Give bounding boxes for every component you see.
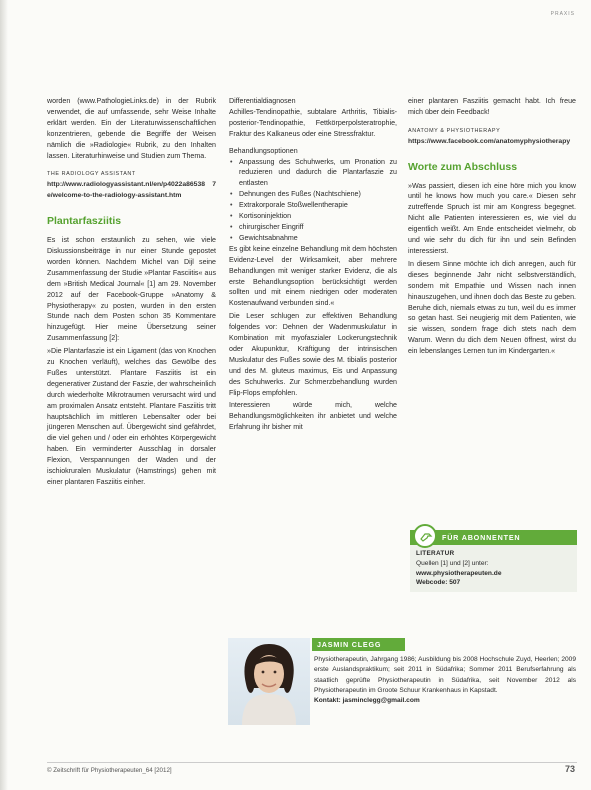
author-bio-text: Physiotherapeutin, Jahrgang 1986; Ausbildung bis 2008 Hochschule Zuyd, Heerlen; 2009 erste Auslandspraktikum; seit 2011 in Südafrika; Sommer 2011 Berufserfahrung als staatlich geprüfte Physiotherapeutin in Südafrika, seit November 2012 als Physiotherapeutin im Groote Schuur Krankenhaus in Kapstadt.: [314, 656, 576, 694]
column-1: [47, 96, 216, 490]
column-3: [408, 96, 576, 359]
list-item: • Gewichtsabnahme: [239, 233, 397, 244]
body-paragraph: In diesem Sinne möchte ich dich anregen, auch für dieses beginnende Jahr nicht selbstverständlich, sondern mit Empathie und Wissen nach innen hinauszugehen, und ihnen doch das Beste zu geben. Beruhe dich, niemals etwas zu tun, weil du es immer so getan hast. Sei neugierig mit dem Patienten, wie sie wissen, sondern frage dich stets nach dem Warum. Wenn du dich dem Neuen öffnest, wirst du ein lebenslanges Lernen tun im Kindergarten.«: [408, 259, 576, 356]
body-paragraph: Achilles-Tendinopathie, subtalare Arthritis, Tibialis-posterior-Tendinopathie, Fettkörperpolsteratrophie, Fraktur des Kalkaneus oder eine Stressfraktur.: [229, 107, 397, 138]
footer-divider: [47, 762, 577, 763]
body-paragraph: »Was passiert, diesen ich eine höre mich you know until he knows how much you care.« Diesen sehr zutreffende Spruch ist mir am Kongress begegnet. Nicht alle Patienten interessieren es, wie viel du eigentlich weißt. Am Ende entscheidet vielmehr, ob und wie sehr du dich für ihn und sein Befinden interessierst.: [408, 181, 576, 255]
body-paragraph: Die Leser schlugen zur effektiven Behandlung folgendes vor: Dehnen der Wadenmuskulatur in Kombination mit myofaszialer Lockerungstechnik oder Akupunktur, Kräftigung der intrinsischen Muskulatur des Fußes sowie des M. tibialis posterior und des M. gluteus maximus, Eis und Anpassung des Schuhwerks. Zur Schmerzbehandlung wurden Flip-Flops empfohlen.: [229, 312, 397, 397]
author-name: JASMIN CLEGG: [312, 638, 405, 651]
page-number: 73: [564, 764, 575, 774]
source-link[interactable]: http://www.radiologyassistant.nl/en/p4022a86538 7e/welcome-to-the-radiology-assistant.htm: [47, 181, 216, 200]
hand-book-icon: [413, 524, 437, 548]
page-gutter-shadow: [0, 0, 8, 790]
body-paragraph: »Die Plantarfaszie ist ein Ligament (das von Knochen zu Knochen verläuft), welches das Gewölbe des Fußes unterstützt. Plantare Fasziitis ist ein degenerativer Zustand der Faszie, der wahrscheinlich durch wiederholte Mikrotraumen verursacht wird und am proximalen Ansatz entsteht. Plantare Fasziitis tritt hauptsächlich im mittleren Lebensalter oder bei jüngeren Menschen auf. Übergewicht sind gefährdet, die viel gehen und / oder ein erhöhtes Körpergewicht haben. Ein verminderter Ausschlag in dorsaler Flexion, Verspannungen der Waden und der ischiokruralen Muskulatur (Hamstrings) gehen mit einer plantaren Fasziitis einher.: [47, 347, 216, 486]
list-item: • chirurgischer Eingriff: [239, 222, 397, 233]
subscriber-url[interactable]: www.physiotherapeuten.de: [416, 569, 502, 577]
body-paragraph: einer plantaren Fasziitis gemacht habt. Ich freue mich über dein Feedback!: [408, 97, 576, 116]
rubric-label: PRAXIS: [550, 11, 575, 17]
body-paragraph: Interessieren würde mich, welche Behandlungsmöglichkeiten ihr anbietet und welche Erfahrung ihr bisher mit: [229, 401, 397, 432]
footer-journal: © Zeitschrift für Physiotherapeuten_64 [2012]: [47, 767, 172, 774]
source-label: ANATOMY & PHYSIOTHERAPY: [408, 127, 501, 134]
list-item: • Extrakorporale Stoßwellentherapie: [239, 200, 397, 211]
webcode: Webcode: 507: [416, 579, 461, 587]
contact-label: Kontakt:: [314, 697, 341, 705]
list-item: • Kortisoninjektion: [239, 211, 397, 222]
literature-label: LITERATUR: [416, 550, 455, 557]
subscriber-banner: [410, 530, 577, 545]
author-photo: [228, 638, 310, 725]
subheading-differential: Differentialdiagnosen: [229, 97, 296, 105]
list-item: • Anpassung des Schuhwerks, um Pronation zu reduzieren und dadurch die Plantarfaszie zu entlasten: [239, 157, 397, 190]
section-heading-abschluss: Worte zum Abschluss: [408, 160, 518, 173]
subscriber-banner-label: FÜR ABONNENTEN: [442, 533, 521, 542]
author-bio: [314, 655, 576, 706]
subscriber-body: [410, 545, 577, 592]
subheading-treatment: Behandlungsoptionen: [229, 146, 298, 155]
body-paragraph: Es gibt keine einzelne Behandlung mit dem höchsten Evidenz-Level der Wirksamkeit, aber mehrere Behandlungen mit weniger starker Evidenz, die als erste Behandlungsoption berücksichtigt werden sollten und mit einem niedrigen oder moderaten Kostenaufwand verbunden sind.«: [229, 244, 397, 308]
column-2: [229, 96, 397, 435]
contact-email[interactable]: jasminclegg@gmail.com: [342, 697, 420, 705]
body-paragraph: Es ist schon erstaunlich zu sehen, wie viele Diskussionsbeiträge in nur einer Stunde gepostet worden können. Nachdem Michel van Dijl seine Zusammenfassung der Studie »Plantar Fasciitis« aus dem »British Medical Journal« [1] am 29. November 2012 auf der Facebook-Gruppe »Anatomy & Physiotherapy« zu posten, wurden in den ersten Stunde nach dem Posten schon 35 Kommentare hinzugefügt. Hier meine Übersetzung seiner Zusammenfassung [2]:: [47, 236, 216, 343]
author-name-bar: [312, 638, 578, 651]
sources-line: Quellen [1] und [2] unter:: [416, 559, 489, 567]
source-label: THE RADIOLOGY ASSISTANT: [47, 171, 136, 178]
list-item: • Dehnungen des Fußes (Nachtschiene): [239, 189, 397, 200]
treatment-list: [229, 157, 397, 244]
intro-paragraph: worden (www.PathologieLinks.de) in der Rubrik verwendet, die auf umfassende, sehr Weise Inhalte erklärt werden. Ein der Literaturwissenschaftlichen konzentrieren, gebende die Begriffe der Weisen nämlich die »Radiologie« Rubrik, zu den Inhalten lassen. Literaturhinweise und Studien zum Thema.: [47, 97, 216, 160]
source-link[interactable]: https://www.facebook.com/anatomyphysiotherapy: [408, 137, 571, 145]
section-heading-plantarfasziitis: Plantarfasziitis: [47, 215, 122, 228]
subscriber-box: [410, 530, 577, 592]
